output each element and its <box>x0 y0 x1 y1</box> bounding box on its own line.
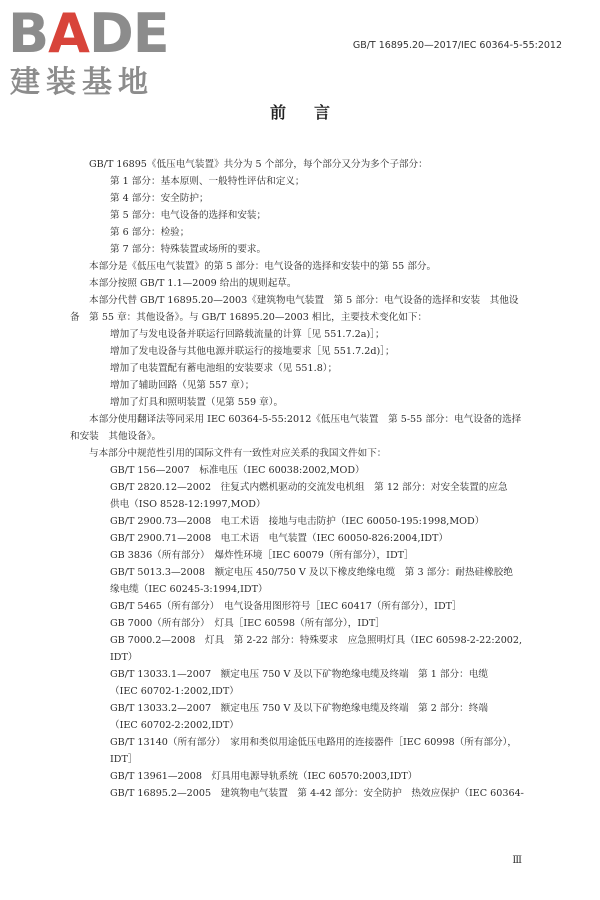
text-line: GB/T 2900.73—2008 电工术语 接地与电击防护（IEC 60050-195:1998,MOD） <box>110 516 485 527</box>
logo-letter-a: A <box>48 2 89 65</box>
text-line: GB/T 13033.2—2007 额定电压 750 V 及以下矿物绝缘电缆及终端 第 2 部分：终端 <box>110 703 488 714</box>
text-line: 与本部分中规范性引用的国际文件有一致性对应关系的我国文件如下： <box>89 448 387 459</box>
text-line: GB 7000.2—2008 灯具 第 2-22 部分：特殊要求 应急照明灯具（IEC 60598-2-22:2002, <box>110 635 523 646</box>
text-line: GB 3836（所有部分） 爆炸性环境［IEC 60079（所有部分），IDT］ <box>110 550 414 561</box>
text-line: 备 第 55 章：其他设备》。与 GB/T 16895.20—2003 相比，主要技术变化如下： <box>70 312 428 323</box>
text-line: 本部分按照 GB/T 1.1—2009 给出的规则起草。 <box>89 278 297 289</box>
text-line: 和安装 其他设备》。 <box>70 431 162 442</box>
text-line: 增加了辅助回路（见第 557 章）； <box>110 380 255 391</box>
text-line: 本部分是《低压电气装置》的第 5 部分：电气设备的选择和安装中的第 55 部分。 <box>89 261 437 272</box>
standard-code: GB/T 16895.20—2017/IEC 60364-5-55:2012 <box>352 40 562 51</box>
text-line: 第 1 部分：基本原则、一般特性评估和定义； <box>110 176 305 187</box>
text-line: （IEC 60702-2:2002,IDT） <box>110 720 239 731</box>
text-line: GB/T 156—2007 标准电压（IEC 60038:2002,MOD） <box>110 465 365 476</box>
text-line: 第 7 部分：特殊装置或场所的要求。 <box>110 244 267 255</box>
text-line: IDT） <box>110 652 138 663</box>
text-line: GB/T 13033.1—2007 额定电压 750 V 及以下矿物绝缘电缆及终端 第 1 部分：电缆 <box>110 669 488 680</box>
document-body <box>70 156 560 802</box>
text-line: 增加了灯具和照明装置（见第 559 章）。 <box>110 397 284 408</box>
text-line: GB/T 5013.3—2008 额定电压 450/750 V 及以下橡皮绝缘电缆 第 3 部分：耐热硅橡胶绝 <box>110 567 513 578</box>
logo-subtitle: 建装基地 <box>10 65 154 100</box>
logo-letters-de: DE <box>88 2 169 65</box>
text-line: IDT］ <box>110 754 138 765</box>
text-line: （IEC 60702-1:2002,IDT） <box>110 686 239 697</box>
page-title: 前言 <box>269 103 358 122</box>
text-line: 增加了电装置配有蓄电池组的安装要求（见 551.8）； <box>110 363 338 374</box>
text-line: GB/T 5465（所有部分） 电气设备用图形符号［IEC 60417（所有部分），IDT］ <box>110 601 462 612</box>
text-line: 供电（ISO 8528-12:1997,MOD） <box>110 499 266 510</box>
text-line: 本部分代替 GB/T 16895.20—2003《建筑物电气装置 第 5 部分：电气设备的选择和安装 其他设 <box>89 295 519 306</box>
text-line: GB 7000（所有部分） 灯具［IEC 60598（所有部分），IDT］ <box>110 618 385 629</box>
text-line: GB/T 13140（所有部分） 家用和类似用途低压电路用的连接器件［IEC 60998（所有部分）， <box>110 737 518 748</box>
text-line: 第 5 部分：电气设备的选择和安装； <box>110 210 267 221</box>
text-line: 第 6 部分：检验； <box>110 227 190 238</box>
page-number: Ⅲ <box>512 855 522 866</box>
text-line: GB/T 16895《低压电气装置》共分为 5 个部分，每个部分又分为多个子部分： <box>89 159 428 170</box>
bade-logo <box>8 2 178 106</box>
text-line: 增加了发电设备与其他电源并联运行的接地要求［见 551.7.2d)］； <box>110 346 395 357</box>
logo-letter-b: B <box>8 2 49 65</box>
text-line: GB/T 13961—2008 灯具用电源导轨系统（IEC 60570:2003,IDT） <box>110 771 418 782</box>
text-line: 本部分使用翻译法等同采用 IEC 60364-5-55:2012《低压电气装置 第 5-55 部分：电气设备的选择 <box>89 414 522 425</box>
text-line: 缘电缆（IEC 60245-3:1994,IDT） <box>110 584 268 595</box>
text-line: GB/T 2900.71—2008 电工术语 电气装置（IEC 60050-826:2004,IDT） <box>110 533 449 544</box>
text-line: 第 4 部分：安全防护； <box>110 193 209 204</box>
text-line: GB/T 2820.12—2002 往复式内燃机驱动的交流发电机组 第 12 部分：对安全装置的应急 <box>110 482 508 493</box>
text-line: GB/T 16895.2—2005 建筑物电气装置 第 4-42 部分：安全防护 热效应保护（IEC 60364- <box>110 788 524 799</box>
text-line: 增加了与发电设备并联运行回路载流量的计算［见 551.7.2a)］； <box>110 329 385 340</box>
logo-wordmark <box>8 2 169 65</box>
